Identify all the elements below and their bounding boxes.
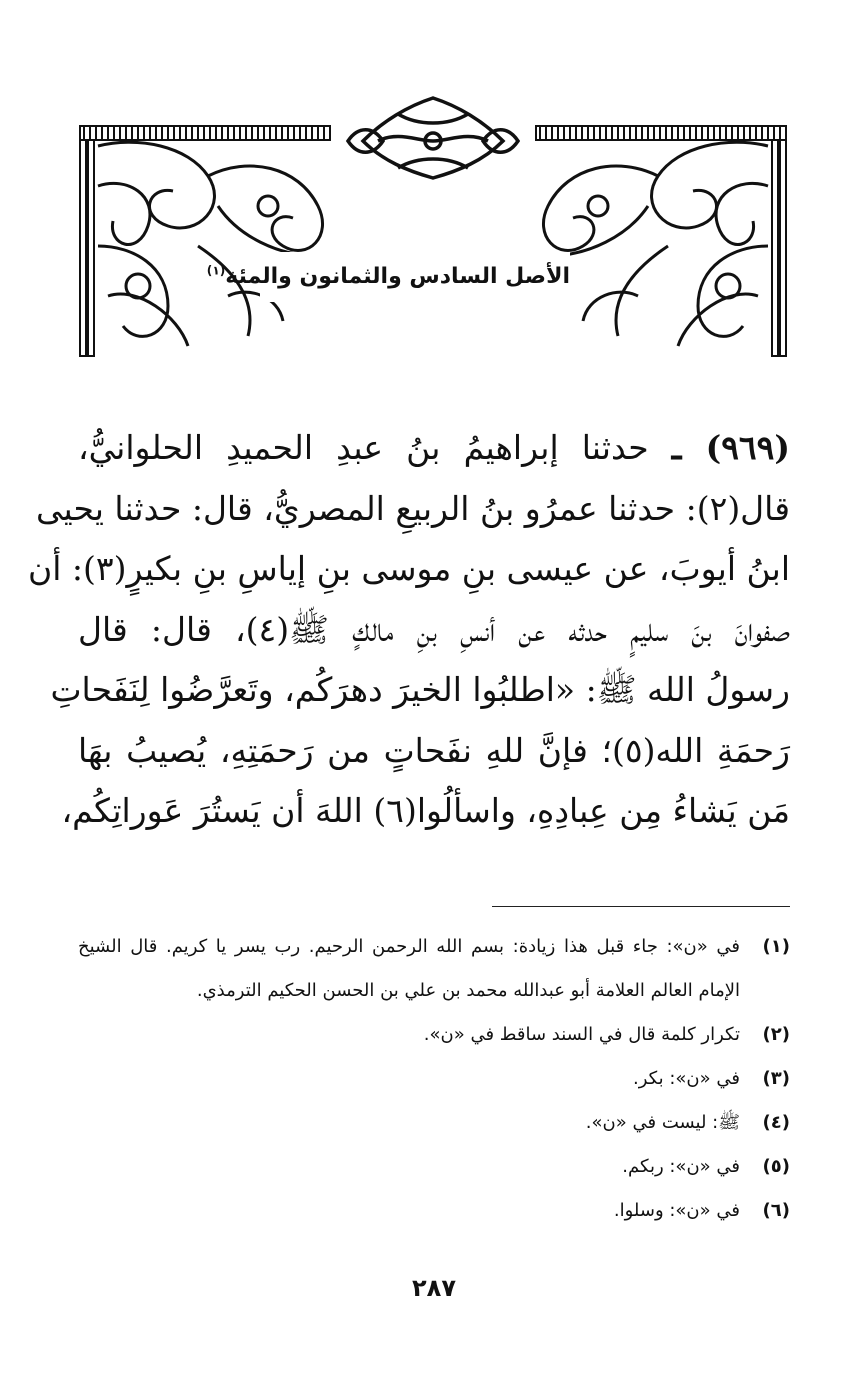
chapter-title-text: الأصل السادس والثمانون والمئة [225, 264, 570, 289]
footnote-text: في «ن»: بكر. [633, 1068, 740, 1089]
line-text: صفوانَ بنَ سليمٍ حدثه عن أنسِ بنِ مالكٍ ﷺ(٤)، قال: قال [78, 609, 790, 649]
corner-ornament-right [543, 142, 768, 346]
main-text-line-3 [28, 539, 790, 600]
footnote-1 [78, 925, 790, 1013]
chapter-title-footnote-ref: (١) [206, 263, 226, 278]
main-text [28, 418, 790, 842]
footnote-2 [78, 1013, 790, 1057]
footnote-number: (٦) [762, 1200, 790, 1221]
footnote-number: (٤) [762, 1112, 790, 1133]
footnote-number: (٢) [762, 1024, 790, 1045]
page-number: ٢٨٧ [412, 1274, 456, 1302]
footnote-text: ﷺ: ليست في «ن». [585, 1112, 740, 1133]
main-text-line-5 [50, 660, 790, 721]
main-text-line-6 [78, 721, 790, 782]
hadith-number: (٩٦٩) ـ [671, 428, 790, 467]
main-text-line-2 [35, 479, 790, 540]
side-border-right [772, 140, 786, 356]
chapter-title [206, 252, 570, 302]
footnote-5 [78, 1145, 790, 1189]
footnote-divider [492, 906, 790, 907]
footnotes [78, 925, 790, 1233]
corner-ornament-left [98, 142, 323, 346]
center-knot-ornament [348, 98, 518, 178]
line-text: رَحمَةِ الله(٥)؛ فإنَّ للهِ نفَحاتٍ من رَحمَتِهِ، يُصيبُ بهَا [78, 730, 790, 770]
footnote-6 [78, 1189, 790, 1233]
line-text: مَن يَشاءُ مِن عِبادِهِ، واسألُوا(٦) اللهَ أن يَستُرَ عَوراتِكُم، [61, 791, 790, 830]
top-fringe-right [536, 126, 786, 140]
line-text: ابنُ أيوبَ، عن عيسى بنِ موسى بنِ إياسِ بنِ بكيرٍ(٣): أن [28, 549, 790, 588]
footnote-text: في «ن»: ربكم. [622, 1156, 740, 1177]
line-text: رسولُ الله ﷺ: «اطلبُوا الخيرَ دهرَكُم، وتَعرَّضُوا لِنَفَحاتِ [50, 670, 790, 709]
footnote-number: (٣) [762, 1068, 790, 1089]
main-text-line-7 [61, 781, 790, 842]
footnote-text: تكرار كلمة قال في السند ساقط في «ن». [423, 1024, 740, 1045]
footnote-number: (١) [762, 936, 790, 957]
top-fringe-left [80, 126, 330, 140]
footnote-text: في «ن»: وسلوا. [613, 1200, 740, 1221]
main-text-line-1 [78, 418, 790, 479]
footnote-number: (٥) [762, 1156, 790, 1177]
footnote-4 [78, 1101, 790, 1145]
line-text: حدثنا إبراهيمُ بنُ عبدِ الحميدِ الحلوانيُّ، [78, 428, 672, 467]
line-text: قال(٢): حدثنا عمرُو بنُ الربيعِ المصريُّ، قال: حدثنا يحيى [35, 488, 790, 528]
ornamental-header-frame [78, 96, 788, 358]
side-border-left [80, 140, 94, 356]
main-text-line-4 [78, 600, 790, 661]
footnote-text: في «ن»: جاء قبل هذا زيادة: بسم الله الرحمن الرحيم. رب يسر يا كريم. قال الشيخ الإمام العالم العلامة أبو عبدالله محمد بن علي بن الحسن الحكيم الترمذي. [78, 936, 740, 1001]
footnote-3 [78, 1057, 790, 1101]
